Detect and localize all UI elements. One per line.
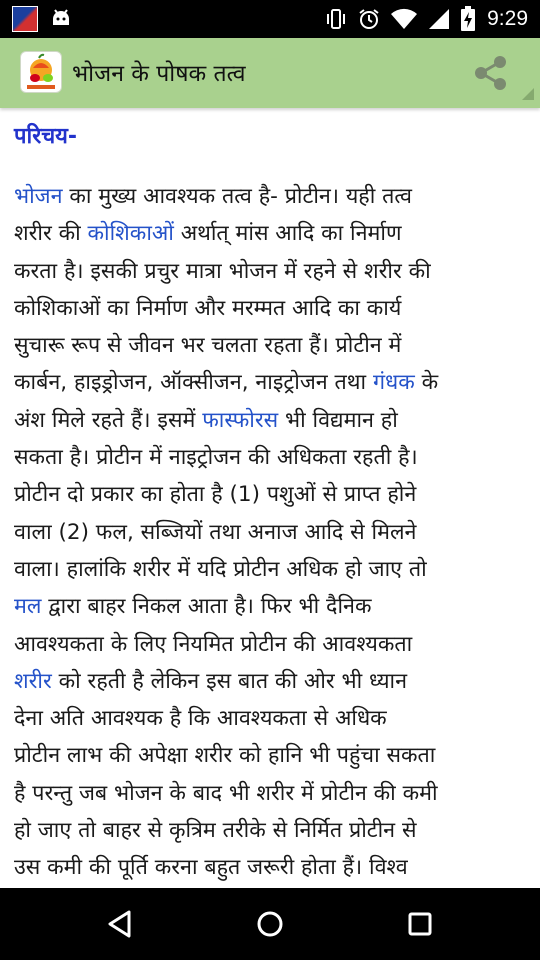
article-text: कोशिकाओं का निर्माण और मरम्मत आदि का कार्य	[14, 295, 402, 321]
app-bar	[0, 38, 540, 108]
app-notification-icon	[12, 6, 38, 32]
article-line	[14, 626, 530, 663]
article-text: वाला (2) फल, सब्जियों तथा अनाज आदि से मिलने	[14, 519, 417, 545]
navigation-bar	[0, 888, 540, 960]
share-button[interactable]	[470, 52, 512, 94]
article-line	[14, 215, 530, 252]
article-line	[14, 849, 530, 886]
article-line	[14, 439, 530, 476]
article-text: हो जाए तो बाहर से कृत्रिम तरीके से निर्मित प्रोटीन से	[14, 818, 417, 844]
article-line	[14, 700, 530, 737]
home-icon	[250, 904, 290, 944]
article-link[interactable]: कोशिकाओं	[87, 221, 174, 247]
app-title: भोजन के पोषक तत्व	[72, 61, 246, 87]
article-line	[14, 327, 530, 364]
article-link[interactable]: गंधक	[372, 370, 415, 396]
article-text: द्वारा बाहर निकल आता है। फिर भी दैनिक	[41, 594, 372, 620]
status-right	[324, 4, 528, 34]
article-text: कार्बन, हाइड्रोजन, ऑक्सीजन, नाइट्रोजन तथा	[14, 370, 373, 396]
article-text: को रहती है लेकिन इस बात की ओर भी ध्यान	[51, 668, 408, 694]
article-line	[14, 551, 530, 588]
overflow-menu-indicator[interactable]	[522, 88, 534, 100]
android-debug-icon	[50, 5, 72, 33]
article-body	[14, 178, 530, 887]
article-link[interactable]: भोजन	[14, 184, 63, 209]
recent-apps-icon	[400, 904, 440, 944]
status-clock: 9:29	[487, 7, 528, 30]
section-heading: परिचय-	[14, 124, 78, 149]
article-text: है परन्तु जब भोजन के बाद भी शरीर में प्रोटीन की कमी	[14, 780, 438, 806]
article-line	[14, 663, 530, 700]
back-icon	[100, 904, 140, 944]
article-line	[14, 476, 530, 513]
article-text: सुचारू रूप से जीवन भर चलता रहता हैं। प्रोटीन में	[14, 333, 402, 359]
article-line	[14, 514, 530, 551]
article-line	[14, 737, 530, 774]
back-button[interactable]	[100, 904, 140, 944]
article-text: भी विद्यमान हो	[278, 407, 398, 433]
app-logo-icon	[20, 51, 62, 93]
signal-icon	[427, 7, 451, 31]
battery-charging-icon	[460, 6, 476, 32]
wifi-icon	[390, 7, 418, 31]
status-left	[12, 5, 72, 33]
article-text: आवश्यकता के लिए नियमित प्रोटीन की आवश्यकता	[14, 631, 413, 657]
article-text: सकता है। प्रोटीन में नाइट्रोजन की अधिकता रहती है।	[14, 445, 418, 471]
article-link[interactable]: फास्फोरस	[202, 407, 279, 433]
vibrate-icon	[324, 7, 348, 31]
article-line	[14, 588, 530, 625]
article-text: देना अति आवश्यक है कि आवश्यकता से अधिक	[14, 706, 387, 732]
recent-apps-button[interactable]	[400, 904, 440, 944]
article-content	[0, 108, 540, 888]
article-line	[14, 402, 530, 439]
article-text: वाला। हालांकि शरीर में यदि प्रोटीन अधिक हो जाए तो	[14, 556, 427, 582]
home-button[interactable]	[250, 904, 290, 944]
share-icon	[470, 52, 512, 94]
article-text: प्रोटीन दो प्रकार का होता है (1) पशुओं से प्राप्त होने	[14, 482, 417, 508]
article-line	[14, 812, 530, 849]
article-link[interactable]: शरीर	[14, 668, 52, 694]
article-line	[14, 364, 530, 401]
article-line	[14, 290, 530, 327]
article-text: उस कमी की पूर्ति करना बहुत जरूरी होता हैं। विश्व	[14, 855, 408, 881]
article-line	[14, 253, 530, 290]
article-text: का मुख्य आवश्यक तत्व है- प्रोटीन। यही तत्व	[62, 184, 413, 209]
article-text: के	[414, 370, 439, 396]
article-line	[14, 178, 530, 215]
article-text: शरीर की	[14, 221, 88, 247]
article-text: अर्थात् मांस आदि का निर्माण	[173, 221, 402, 247]
article-text: प्रोटीन लाभ की अपेक्षा शरीर को हानि भी पहुंचा सकता	[14, 743, 436, 769]
status-bar	[0, 0, 540, 38]
article-text: अंश मिले रहते हैं। इसमें	[14, 407, 203, 433]
article-text: करता है। इसकी प्रचुर मात्रा भोजन में रहने से शरीर की	[14, 258, 431, 284]
article-line	[14, 775, 530, 812]
alarm-icon	[357, 7, 381, 31]
article-link[interactable]: मल	[14, 594, 42, 620]
